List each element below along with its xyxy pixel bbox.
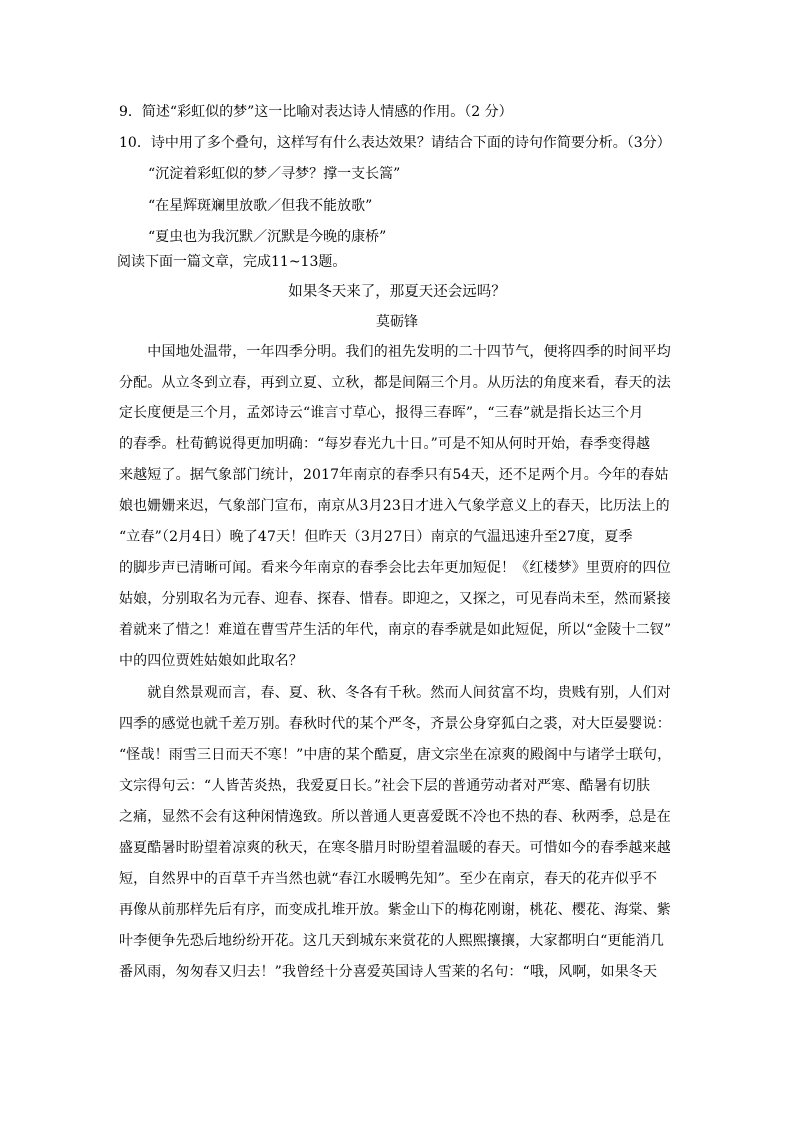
body-line: 着就来了惜之！难道在曹雪芹生活的年代，南京的春季就是如此短促，所以“金陵十二钗” xyxy=(119,622,672,638)
body-line: 再像从前那样先后有序，而变成扎堆开放。紫金山下的梅花刚谢，桃花、樱花、海棠、紫 xyxy=(119,902,671,918)
body-line: 番风雨，匆匆春又归去！”我曾经十分喜爱英国诗人雪莱的名句：“哦，风啊，如果冬天 xyxy=(119,964,658,980)
question-9: 9．简述“彩虹似的梦”这一比喻对表达诗人情感的作用。（2 分） xyxy=(119,104,513,120)
body-line: 定长度便是三个月，孟郊诗云“谁言寸草心，报得三春晖”，“三春”就是指长达三个月 xyxy=(119,405,644,421)
body-line: “立春”（2月4日）晚了47天！但昨天（3月27日）南京的气温迅速升至27度，夏季 xyxy=(119,529,633,545)
article-title: 如果冬天来了，那夏天还会远吗？ xyxy=(288,284,506,300)
body-line: 盛夏酷暑时盼望着凉爽的秋天，在寒冬腊月时盼望着温暖的春天。可惜如今的春季越来越 xyxy=(119,840,671,856)
body-line: 中的四位贾姓姑娘如此取名？ xyxy=(119,653,303,669)
body-line: 中国地处温带，一年四季分明。我们的祖先发明的二十四节气，便将四季的时间平均 xyxy=(119,344,671,360)
quote-line-2: “在星辉斑斓里放歌／但我不能放歌” xyxy=(148,198,373,214)
body-line: 分配。从立冬到立春，再到立夏、立秋，都是间隔三个月。从历法的角度来看，春天的法 xyxy=(119,375,671,391)
body-line: 就自然景观而言，春、夏、秋、冬各有千秋。然而人间贫富不均，贵贱有别，人们对 xyxy=(119,685,671,701)
quote-line-3: “夏虫也为我沉默／沉默是今晚的康桥” xyxy=(148,229,387,245)
body-line: 的春季。杜荀鹤说得更加明确：“每岁春光九十日。”可是不知从何时开始，春季变得越 xyxy=(119,436,651,452)
body-line: 之痛，显然不会有这种闲情逸致。所以普通人更喜爱既不冷也不热的春、秋两季，总是在 xyxy=(119,809,671,825)
body-line: 四季的感觉也就千差万别。春秋时代的某个严冬，齐景公身穿狐白之裘，对大臣晏婴说： xyxy=(119,716,671,732)
body-line: 娘也姗姗来迟，气象部门宣布，南京从3月23日才进入气象学意义上的春天，比历法上的 xyxy=(119,498,670,514)
body-line: 叶李便争先恐后地纷纷开花。这几天到城东来赏花的人熙熙攘攘，大家都明白“更能消几 xyxy=(119,933,665,949)
question-10: 10．诗中用了多个叠句，这样写有什么表达效果？请结合下面的诗句作简要分析。（3分） xyxy=(119,135,671,151)
body-line: 文宗得句云：“人皆苦炎热，我爱夏日长。”社会下层的普通劳动者对严寒、酷暑有切肤 xyxy=(119,778,651,794)
body-line: 姑娘，分别取名为元春、迎春、探春、惜春。即迎之，又探之，可见春尚未至，然而紧接 xyxy=(119,591,671,607)
body-line: “怪哉！雨雪三日而天不寒！”中唐的某个酷夏，唐文宗坐在凉爽的殿阁中与诸学士联句， xyxy=(119,747,672,763)
body-line: 来越短了。据气象部门统计，2017年南京的春季只有54天，还不足两个月。今年的春姑 xyxy=(119,467,669,483)
body-line: 的脚步声已清晰可闻。看来今年南京的春季会比去年更加短促！《红楼梦》里贾府的四位 xyxy=(119,560,671,576)
body-line: 短，自然界中的百草千卉当然也就“春江水暖鸭先知”。至少在南京，春天的花卉似乎不 xyxy=(119,871,658,887)
article-author: 莫砺锋 xyxy=(376,314,418,330)
reading-instruction: 阅读下面一篇文章，完成11~13题。 xyxy=(117,254,347,270)
quote-line-1: “沉淀着彩虹似的梦／寻梦？撑一支长篙” xyxy=(148,166,401,182)
